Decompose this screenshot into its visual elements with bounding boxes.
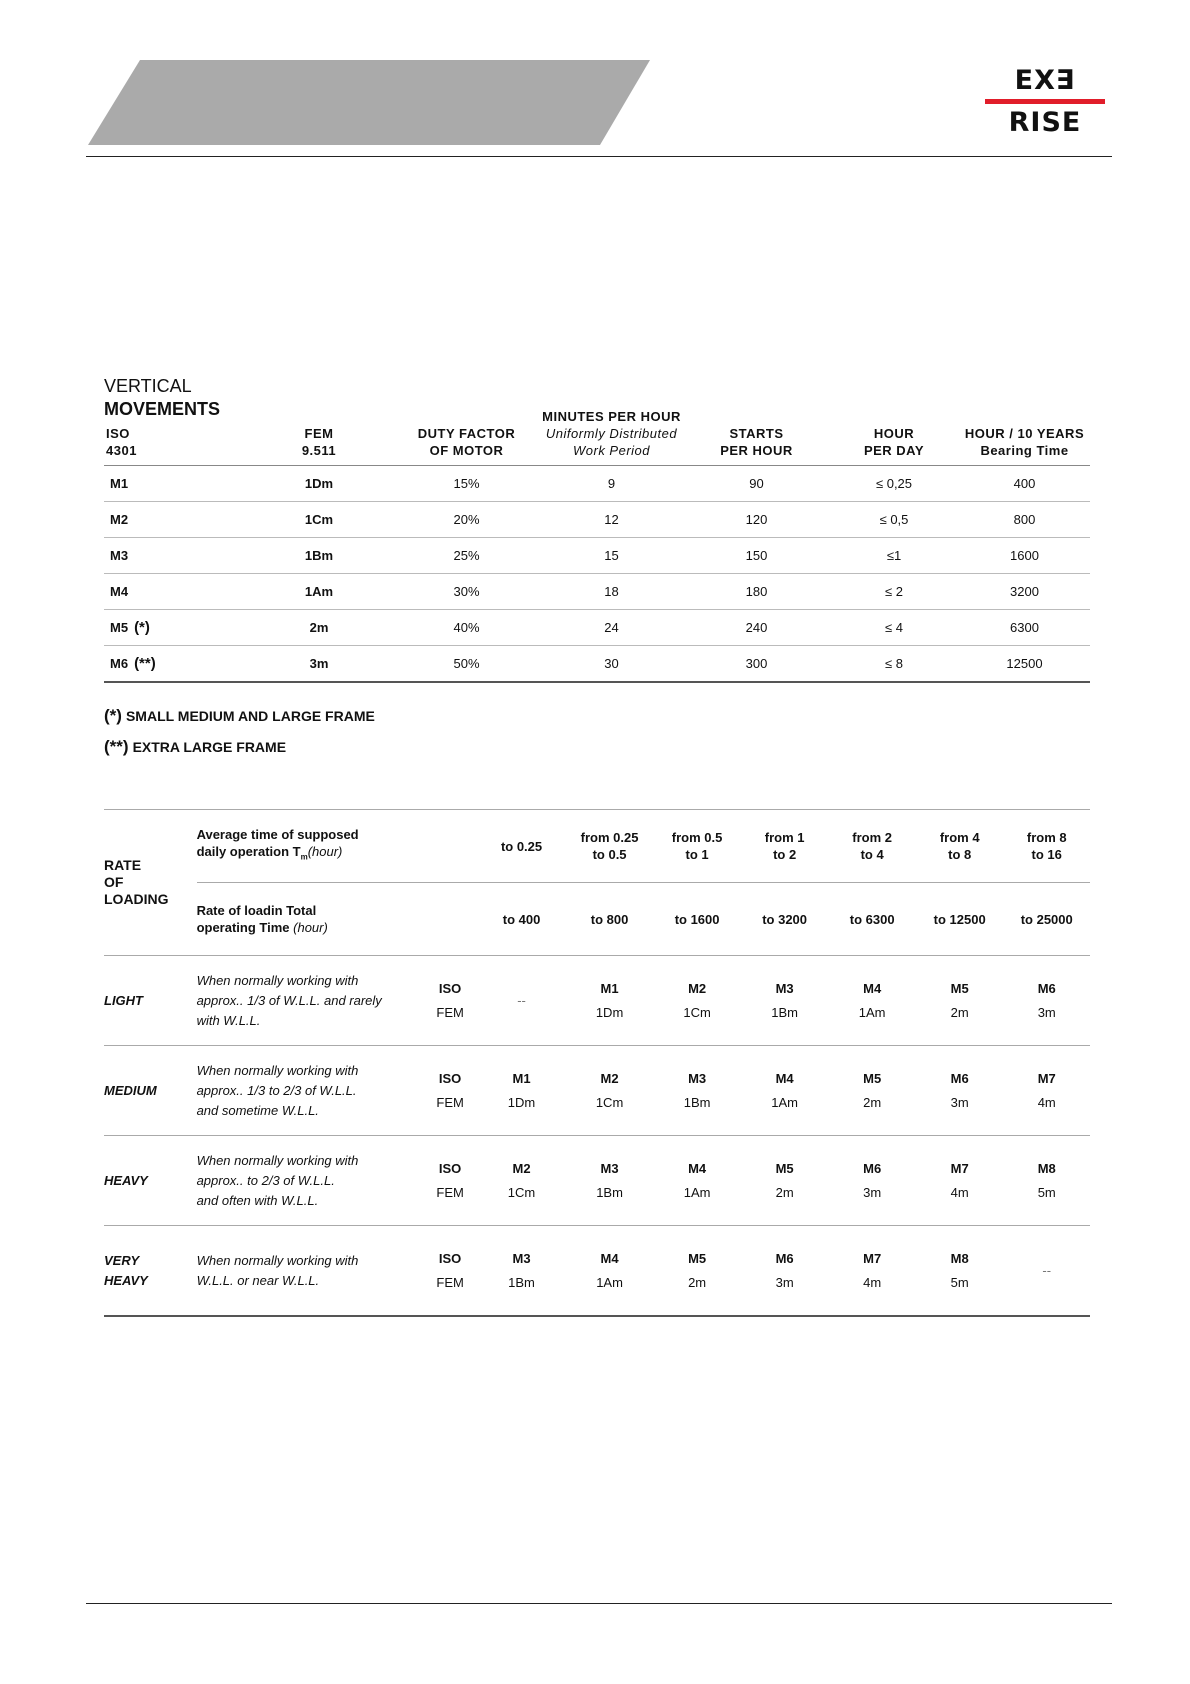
table-row: [104, 538, 1090, 574]
iso-cell: M2: [104, 502, 244, 538]
avg-time-range: from 0.25 to 0.5: [566, 810, 654, 883]
loading-class-row: [104, 956, 1090, 1046]
duty-cell: 30%: [394, 574, 539, 610]
classification-cell: M8 5m: [1003, 1136, 1090, 1226]
total-time-range: to 6300: [828, 883, 916, 956]
loading-class-name: LIGHT: [104, 956, 197, 1046]
classification-cell: M6 3m: [828, 1136, 916, 1226]
header-banner: [0, 0, 700, 160]
classification-cell: M1 1Dm: [477, 1046, 566, 1136]
rate-of-loading-table: [104, 809, 1090, 1317]
classification-cell: M4 1Am: [566, 1226, 654, 1317]
years-cell: 400: [959, 466, 1090, 502]
table-header-row: [104, 408, 1090, 466]
avg-time-range: from 2 to 4: [828, 810, 916, 883]
table-row: [104, 502, 1090, 538]
classification-cell: M6 3m: [1003, 956, 1090, 1046]
classification-cell: M5 2m: [916, 956, 1004, 1046]
minutes-cell: 15: [539, 538, 684, 574]
loading-class-description: When normally working with approx.. 1/3 to 2/3 of W.L.L. and sometime W.L.L.: [197, 1046, 423, 1136]
section-title-line1: VERTICAL: [104, 376, 192, 396]
total-time-range: to 12500: [916, 883, 1004, 956]
iso-fem-label: ISO FEM: [423, 1226, 477, 1317]
minutes-cell: 9: [539, 466, 684, 502]
fem-cell: 1Cm: [244, 502, 394, 538]
section-title-line2: MOVEMENTS: [104, 399, 221, 419]
avg-time-range: from 4 to 8: [916, 810, 1004, 883]
classification-cell: M7 4m: [828, 1226, 916, 1317]
table-row: [104, 466, 1090, 502]
total-time-range: to 3200: [741, 883, 829, 956]
col-hour-per-day: HOUR PER DAY: [863, 426, 925, 458]
vertical-movements-table: [104, 408, 1090, 683]
table-row: [104, 574, 1090, 610]
loading-class-row: [104, 1046, 1090, 1136]
duty-cell: 50%: [394, 646, 539, 683]
iso-cell: M3: [104, 538, 244, 574]
years-cell: 1600: [959, 538, 1090, 574]
avg-time-range: from 0.5 to 1: [653, 810, 741, 883]
logo-bottom-text: RISE: [1008, 107, 1082, 138]
iso-fem-label: ISO FEM: [423, 1046, 477, 1136]
iso-cell: M5 (*): [104, 610, 244, 646]
classification-cell: --: [1003, 1226, 1090, 1317]
minutes-cell: 12: [539, 502, 684, 538]
fem-cell: 1Am: [244, 574, 394, 610]
duty-cell: 40%: [394, 610, 539, 646]
classification-cell: M5 2m: [828, 1046, 916, 1136]
duty-cell: 15%: [394, 466, 539, 502]
classification-cell: M3 1Bm: [566, 1136, 654, 1226]
classification-cell: M2 1Cm: [566, 1046, 654, 1136]
footnote-mark: (**): [134, 655, 156, 672]
hour-cell: ≤ 0,25: [829, 466, 959, 502]
col-starts-per-hour: STARTS PER HOUR: [720, 426, 793, 458]
loading-class-name: VERY HEAVY: [104, 1226, 197, 1317]
classification-cell: M4 1Am: [828, 956, 916, 1046]
col-hour-10-years: HOUR / 10 YEARS Bearing Time: [964, 426, 1085, 458]
rate-of-loading-label: RATE OF LOADING: [104, 810, 197, 956]
total-time-range: to 25000: [1003, 883, 1090, 956]
starts-cell: 150: [684, 538, 829, 574]
classification-cell: M5 2m: [653, 1226, 741, 1317]
total-time-range: to 800: [566, 883, 654, 956]
classification-cell: M7 4m: [1003, 1046, 1090, 1136]
table-row: [104, 646, 1090, 683]
col-fem: FEM 9.511: [301, 426, 337, 458]
loading-class-row: [104, 1136, 1090, 1226]
hour-cell: ≤ 8: [829, 646, 959, 683]
loading-class-description: When normally working with approx.. 1/3 of W.L.L. and rarely with W.L.L.: [197, 956, 423, 1046]
total-time-range: to 1600: [653, 883, 741, 956]
footnote-mark: (*): [134, 619, 150, 636]
classification-cell: M2 1Cm: [477, 1136, 566, 1226]
classification-cell: --: [477, 956, 566, 1046]
footer-divider: [86, 1603, 1112, 1604]
starts-cell: 120: [684, 502, 829, 538]
starts-cell: 90: [684, 466, 829, 502]
hour-cell: ≤ 2: [829, 574, 959, 610]
iso-cell: M4: [104, 574, 244, 610]
starts-cell: 240: [684, 610, 829, 646]
classification-cell: M6 3m: [741, 1226, 829, 1317]
classification-cell: M3 1Bm: [653, 1046, 741, 1136]
fem-cell: 1Bm: [244, 538, 394, 574]
minutes-cell: 18: [539, 574, 684, 610]
col-minutes-per-hour: MINUTES PER HOUR Uniformly Distributed Work Period: [542, 409, 681, 458]
years-cell: 12500: [959, 646, 1090, 683]
iso-cell: M1: [104, 466, 244, 502]
iso-fem-label: ISO FEM: [423, 956, 477, 1046]
years-cell: 6300: [959, 610, 1090, 646]
classification-cell: M5 2m: [741, 1136, 829, 1226]
loading-class-name: HEAVY: [104, 1136, 197, 1226]
total-time-row: [104, 883, 1090, 956]
avg-time-label: Average time of supposed daily operation $T_m(hour)$: [197, 810, 478, 883]
header-divider: [86, 156, 1112, 157]
duty-cell: 25%: [394, 538, 539, 574]
starts-cell: 180: [684, 574, 829, 610]
years-cell: 3200: [959, 574, 1090, 610]
classification-cell: M3 1Bm: [741, 956, 829, 1046]
loading-class-description: When normally working with W.L.L. or near W.L.L.: [197, 1226, 423, 1317]
iso-fem-label: ISO FEM: [423, 1136, 477, 1226]
hour-cell: ≤ 0,5: [829, 502, 959, 538]
iso-cell: M6 (**): [104, 646, 244, 683]
avg-time-range: to 0.25: [477, 810, 566, 883]
years-cell: 800: [959, 502, 1090, 538]
hour-cell: ≤ 4: [829, 610, 959, 646]
classification-cell: M2 1Cm: [653, 956, 741, 1046]
starts-cell: 300: [684, 646, 829, 683]
loading-class-name: MEDIUM: [104, 1046, 197, 1136]
classification-cell: M6 3m: [916, 1046, 1004, 1136]
col-iso: ISO 4301: [106, 426, 137, 458]
fem-cell: 3m: [244, 646, 394, 683]
col-duty-factor: DUTY FACTOR OF MOTOR: [417, 426, 516, 458]
classification-cell: M4 1Am: [653, 1136, 741, 1226]
classification-cell: M8 5m: [916, 1226, 1004, 1317]
avg-time-range: from 1 to 2: [741, 810, 829, 883]
fem-cell: 1Dm: [244, 466, 394, 502]
total-time-range: to 400: [477, 883, 566, 956]
classification-cell: M1 1Dm: [566, 956, 654, 1046]
note-star: (*) SMALL MEDIUM AND LARGE FRAME: [104, 706, 375, 725]
fem-cell: 2m: [244, 610, 394, 646]
loading-class-row: [104, 1226, 1090, 1317]
avg-time-row: [104, 810, 1090, 883]
loading-class-description: When normally working with approx.. to 2/3 of W.L.L. and often with W.L.L.: [197, 1136, 423, 1226]
table-row: [104, 610, 1090, 646]
total-time-label: Rate of loadin Total operating Time (hour): [197, 883, 478, 956]
classification-cell: M4 1Am: [741, 1046, 829, 1136]
classification-cell: M7 4m: [916, 1136, 1004, 1226]
logo-red-bar: [985, 99, 1105, 104]
logo-top-text: EX∃: [1014, 65, 1076, 96]
minutes-cell: 24: [539, 610, 684, 646]
note-double-star: (**) EXTRA LARGE FRAME: [104, 737, 287, 756]
company-logo: [985, 66, 1105, 138]
duty-cell: 20%: [394, 502, 539, 538]
avg-time-range: from 8 to 16: [1003, 810, 1090, 883]
hour-cell: ≤1: [829, 538, 959, 574]
minutes-cell: 30: [539, 646, 684, 683]
classification-cell: M3 1Bm: [477, 1226, 566, 1317]
